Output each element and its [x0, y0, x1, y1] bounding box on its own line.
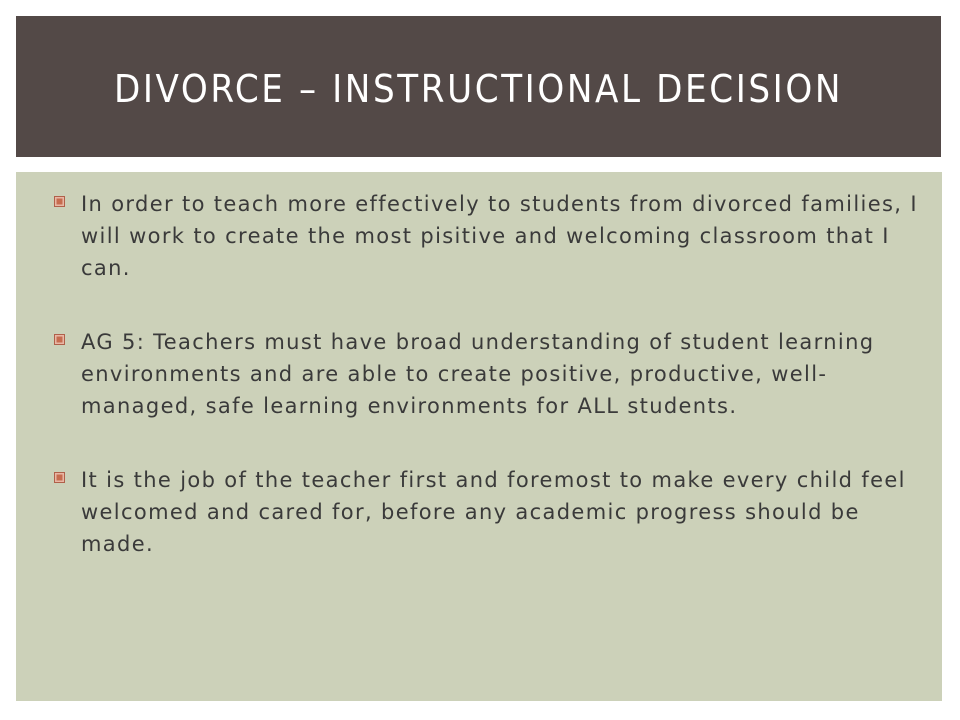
bullet-text: In order to teach more effectively to students from divorced families, I will work to create the most pisitive and welcoming classroom that I can. [81, 192, 918, 280]
square-bullet-icon [54, 334, 65, 345]
bullet-item [54, 464, 918, 560]
title-bar [16, 16, 941, 157]
square-bullet-icon [54, 196, 65, 207]
bullet-item [54, 188, 918, 284]
slide-title: DIVORCE – INSTRUCTIONAL DECISION [113, 66, 844, 111]
bullet-item [54, 326, 918, 422]
content-area [16, 172, 942, 701]
bullet-text: It is the job of the teacher first and foremost to make every child feel welcomed and cared for, before any academic progress should be made. [81, 468, 906, 556]
bullet-list [54, 188, 918, 560]
bullet-text: AG 5: Teachers must have broad understanding of student learning environments and are able to create positive, productive, well-managed, safe learning environments for ALL students. [81, 330, 875, 418]
square-bullet-icon [54, 472, 65, 483]
